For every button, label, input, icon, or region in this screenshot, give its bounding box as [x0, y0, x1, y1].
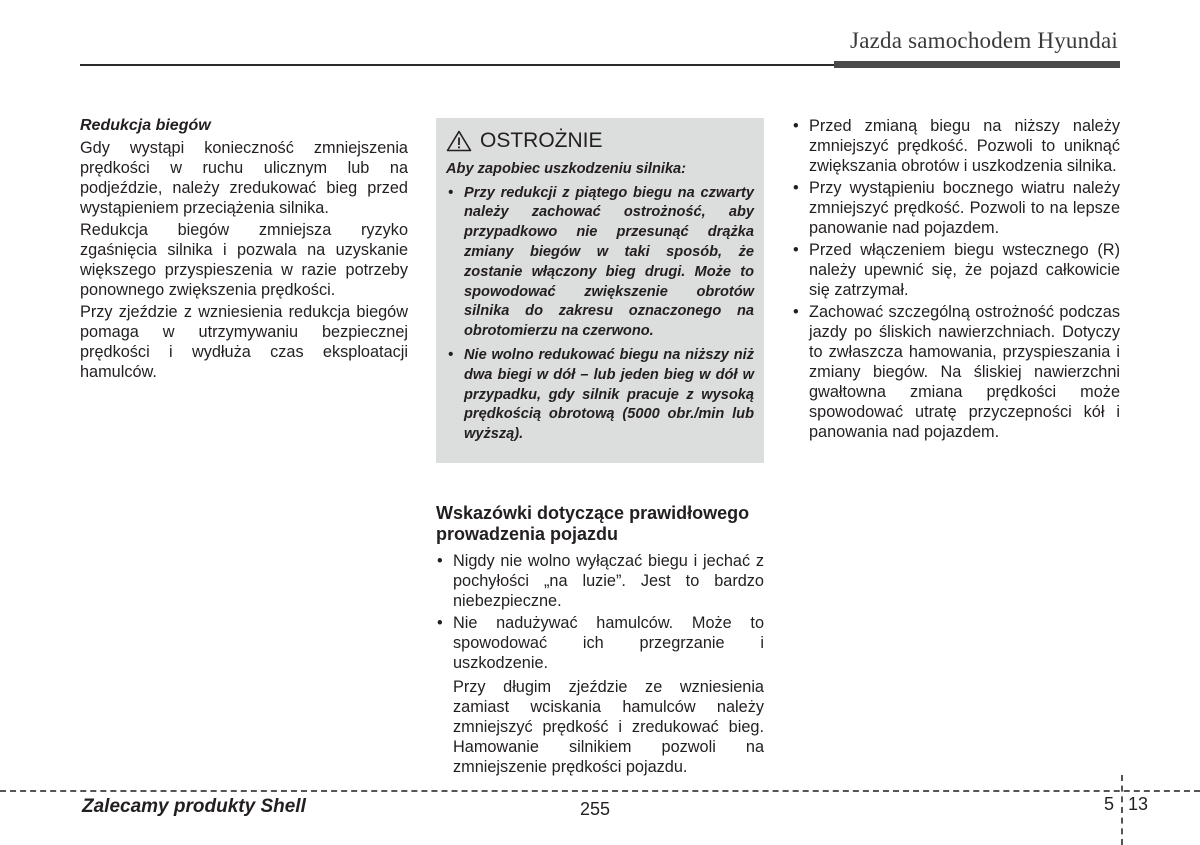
page-number-separator — [1121, 775, 1123, 845]
column-left — [80, 116, 408, 384]
paragraph: Przy zjeździe z wzniesienia redukcja biegów pomaga w utrzymywaniu bezpiecznej prędkości i wydłuża czas eksploatacji hamulców. — [80, 303, 408, 381]
header-rule-accent — [834, 61, 1120, 68]
caution-item: • Nie wolno redukować biegu na niższy niż dwa biegi w dół – lub jeden bieg w dół w przypadku, gdy silnik pracuje z wysoką prędkością obrotową (5000 obr./min lub wyższą). — [446, 346, 754, 445]
list-item: • Nie nadużywać hamulców. Może to spowodować ich przegrzanie i uszkodzenie. — [436, 613, 764, 673]
caution-item: • Przy redukcji z piątego biegu na czwarty należy zachować ostrożność, aby przypadkowo nie przesunąć drążka zmiany biegów w taki sposób, że zostanie włączony bieg drugi. Może to spowodować zwiększenie obrotów silnika do zakresu oznaczonego na obrotomierzu na czerwono. — [446, 184, 754, 342]
header-title: Jazda samochodem Hyundai — [850, 28, 1118, 53]
section-heading: Wskazówki dotyczące prawidłowego prowadzenia pojazdu — [436, 502, 750, 544]
list-item: • Zachować szczególną ostrożność podczas jazdy po śliskich nawierzchniach. Dotyczy to zwłaszcza hamowania, przyspieszania i zmiany biegów. Na śliskiej nawierzchni gwałtowna zmiana prędkości może spowodować utratę przyczepności kół i panowania nad pojazdem. — [792, 302, 1120, 442]
caution-box — [436, 118, 764, 463]
caution-title — [446, 128, 754, 154]
caution-intro: Aby zapobiec uszkodzeniu silnika: — [446, 161, 687, 177]
list-item: • Przed zmianą biegu na niższy należy zmniejszyć prędkość. Pozwoli to uniknąć zwiększania obrotów i uszkodzenia silnika. — [792, 116, 1120, 176]
tips-list — [436, 551, 764, 673]
footer-sponsor-text: Zalecamy produkty Shell — [82, 796, 306, 817]
list-item: • Przy wystąpieniu bocznego wiatru należy zmniejszyć prędkość. Pozwoli to na lepsze panowanie nad pojazdem. — [792, 178, 1120, 238]
warning-triangle-icon — [446, 130, 472, 152]
paragraph: Redukcja biegów zmniejsza ryzyko zgaśnięcia silnika i pozwala na uzyskanie większego przyspieszenia w razie potrzeby ponownego zwiększenia prędkości. — [80, 221, 408, 299]
list-item: • Nigdy nie wolno wyłączać biegu i jechać z pochyłości „na luzie”. Jest to bardzo niebezpieczne. — [436, 551, 764, 611]
list-item-continuation: Przy długim zjeździe ze wzniesienia zamiast wciskania hamulców należy zmniejszyć prędkość i zredukować bieg. Hamowanie silnikiem pozwoli na zmniejszenie prędkości pojazdu. — [453, 677, 764, 776]
tips-list-continued — [792, 116, 1120, 442]
column-right — [792, 116, 1120, 444]
list-item: • Przed włączeniem biegu wstecznego (R) należy upewnić się, że pojazd całkowicie się zatrzymał. — [792, 240, 1120, 300]
page-number: 13 — [1128, 794, 1149, 814]
caution-list — [446, 184, 754, 445]
caution-title-text: OSTROŻNIE — [480, 129, 603, 152]
column-middle — [436, 116, 764, 777]
section-subheading: Redukcja biegów — [80, 117, 211, 134]
footer-sheet-number: 255 — [580, 799, 611, 819]
paragraph: Gdy wystąpi konieczność zmniejszenia prędkości w ruchu ulicznym lub na podjeździe, należy zredukować bieg przed wystąpieniem przeciążenia silnika. — [80, 139, 408, 217]
footer-divider — [0, 790, 1200, 792]
chapter-number: 5 — [1104, 794, 1115, 814]
